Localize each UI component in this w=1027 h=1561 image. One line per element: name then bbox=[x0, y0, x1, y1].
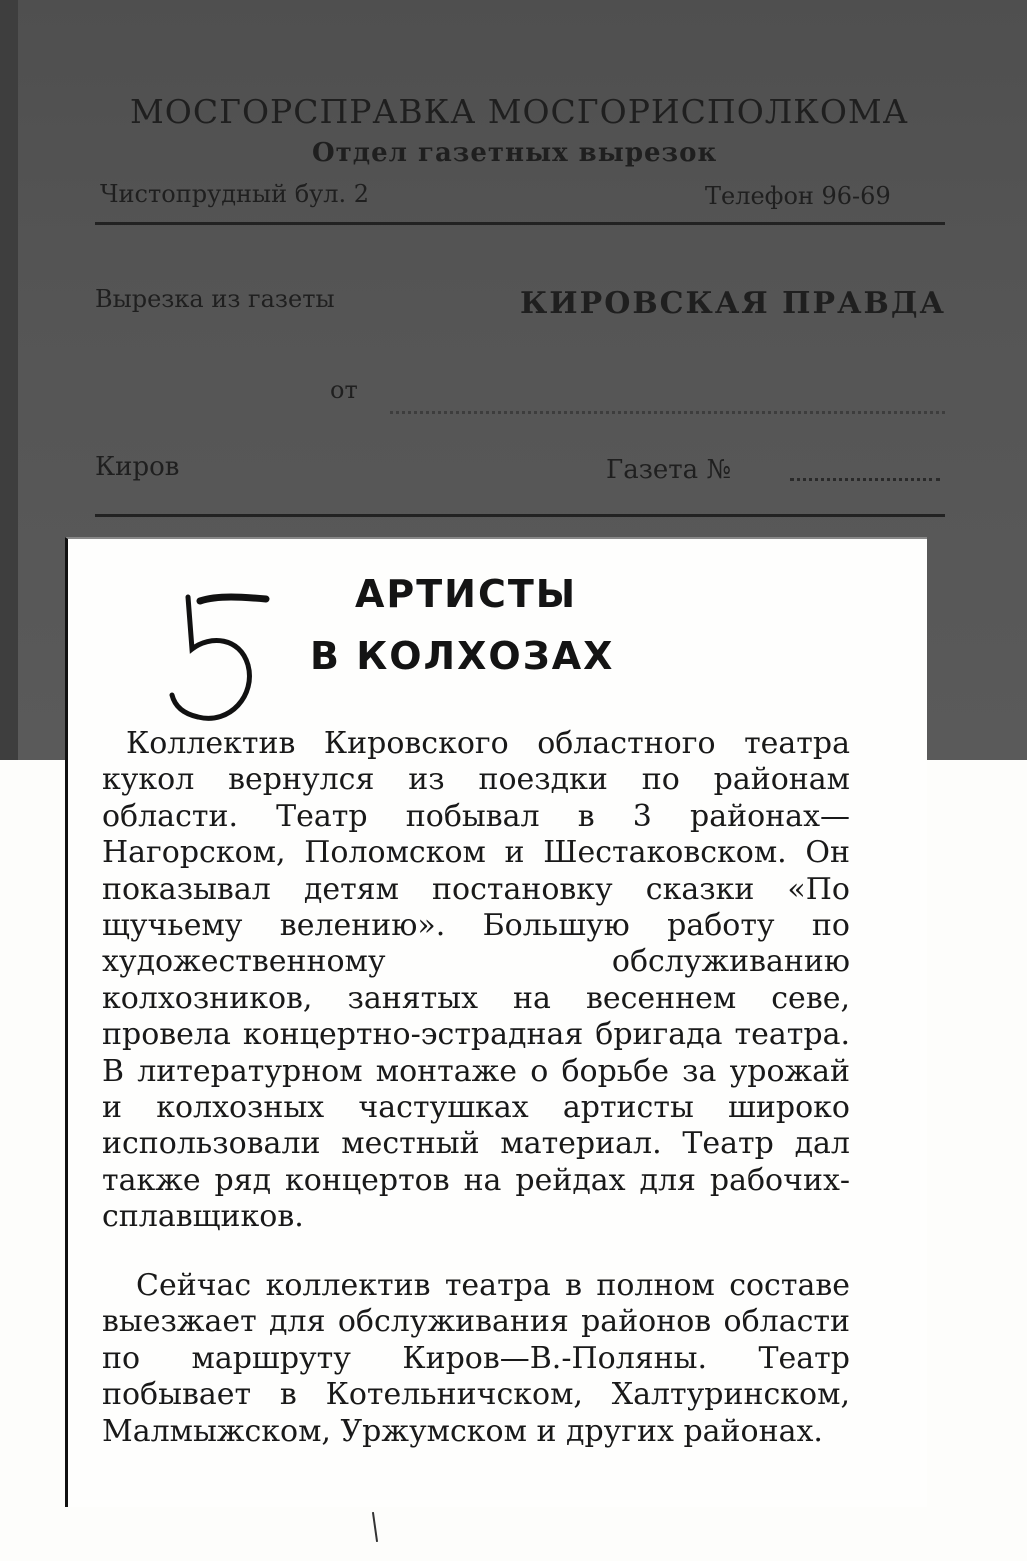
form-bottom-divider bbox=[95, 514, 945, 517]
handwritten-number-five bbox=[148, 585, 288, 735]
issue-number-field bbox=[790, 478, 940, 481]
article-paragraph-2: Сейчас коллектив театра в полном составе выезжает для обслуживания районов области по маршруту Киров—В.-Поляны. Театр побывает в Котельничском, Халтуринском, Малмыжском, Уржумском и других районах. bbox=[102, 1268, 850, 1449]
header-divider bbox=[95, 222, 945, 225]
organization-name: МОСГОРСПРАВКА МОСГОРИСПОЛКОМА bbox=[130, 92, 909, 131]
pen-mark bbox=[372, 1512, 378, 1542]
issue-number-label: Газета № bbox=[606, 455, 732, 485]
form-edge-shadow bbox=[0, 0, 18, 760]
headline-line-1: АРТИСТЫ bbox=[355, 572, 578, 616]
address: Чистопрудный бул. 2 bbox=[100, 180, 370, 208]
date-stamp-field bbox=[390, 364, 945, 414]
clip-source-label: Вырезка из газеты bbox=[95, 285, 335, 313]
newspaper-name: КИРОВСКАЯ ПРАВДА bbox=[520, 286, 946, 321]
phone-number: Телефон 96-69 bbox=[705, 182, 891, 210]
article-paragraph-1: Коллектив Кировского областного театра кукол вернулся из поездки по районам области. Театр побывал в 3 районах—Нагорском, Поломском и Шестаковском. Он показывал детям постановку сказки «По щучьему велению». Большую работу по художественному обслуживанию колхозников, занятых на весеннем севе, провела концертно-эстрадная бригада театра. В литературном монтаже о борьбе за урожай и колхозных частушках артисты широко использовали местный материал. Театр дал также ряд концертов на рейдах для рабочих-сплавщиков. bbox=[102, 726, 850, 1235]
headline-line-2: В КОЛХОЗАХ bbox=[310, 634, 615, 678]
date-label: от bbox=[330, 376, 358, 404]
department-name: Отдел газетных вырезок bbox=[312, 138, 718, 168]
city-name: Киров bbox=[95, 452, 180, 482]
